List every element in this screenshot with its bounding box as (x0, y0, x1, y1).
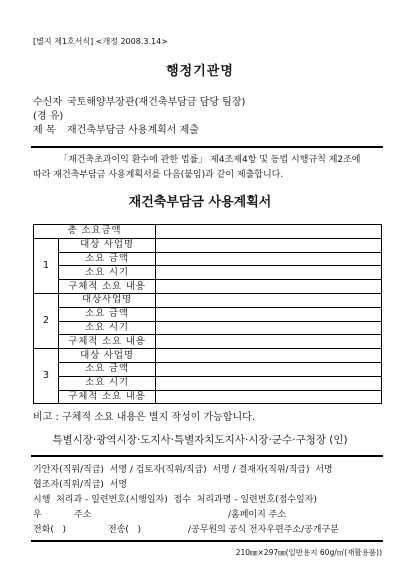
total-amount-label: 총 소요금액 (34, 225, 156, 239)
group-2-period-value (156, 321, 382, 335)
body-line-1: 「재건축초과이익 환수에 관한 법률」 제4조제4항 및 동법 시행규칙 제2조에 (59, 155, 361, 165)
group-3-period-label: 소요 시기 (59, 376, 156, 390)
table-row (34, 349, 382, 363)
form-id: [별지 제1호서식] <개정 2008.3.14> (33, 37, 168, 46)
group-3-number: 3 (34, 349, 59, 404)
group-1-amount-label: 소요 금액 (59, 252, 156, 266)
group-1-project-name-label: 대상 사업명 (59, 238, 156, 252)
divider (31, 455, 383, 457)
table-row (34, 238, 382, 252)
table-row (34, 280, 382, 294)
group-1-details-label: 구체적 소요 내용 (59, 280, 156, 294)
recipient-value: 국토해양부장관(재건축부담금 담당 팀장) (67, 97, 246, 108)
subject-label: 제 목 (33, 125, 56, 136)
group-1-project-name-value (156, 238, 382, 252)
footer-drafters: 기안자(직위/직급) 서명 / 검토자(직위/직급) 서명 / 결재자(직위/직급) 서명 (33, 465, 333, 475)
group-2-project-name-label: 대상사업명 (59, 293, 156, 307)
plan-table (33, 224, 382, 404)
table-row (34, 362, 382, 376)
group-1-amount-value (156, 252, 382, 266)
divider (31, 146, 383, 148)
footer-email: /공무원의 공식 전자우편주소/공개구분 (188, 525, 339, 535)
table-row (34, 252, 382, 266)
footer-enforcement: 시행 처리과 - 일련번호(시행일자) 접수 처리과명 - 일련번호(접수일자) (33, 495, 317, 505)
group-2-project-name-value (156, 293, 382, 307)
plan-title: 재건축부담금 사용계획서 (128, 195, 272, 210)
table-row (34, 293, 382, 307)
group-1-period-value (156, 266, 382, 280)
group-3-project-name-value (156, 349, 382, 363)
divider (31, 540, 383, 542)
table-row (34, 376, 382, 390)
group-3-amount-label: 소요 금액 (59, 362, 156, 376)
group-3-details-label: 구체적 소요 내용 (59, 390, 156, 404)
group-1-details-value (156, 280, 382, 294)
group-3-details-value (156, 390, 382, 404)
group-1-number: 1 (34, 238, 59, 293)
subject-value: 재건축부담금 사용계획서 제출 (67, 125, 199, 136)
table-row (34, 390, 382, 404)
total-row (34, 225, 382, 239)
group-3-period-value (156, 376, 382, 390)
total-amount-value (156, 225, 382, 239)
recipient-label: 수신자 (33, 97, 62, 108)
body-line-2: 따라 재건축부담금 사용계획서를 다음(붙임)과 같이 제출합니다. (33, 170, 284, 180)
group-2-details-value (156, 335, 382, 349)
via-label: (경 유) (33, 111, 64, 122)
footer-homepage: /홈페이지 주소 (228, 510, 287, 520)
group-3-project-name-label: 대상 사업명 (59, 349, 156, 363)
group-3-amount-value (156, 362, 382, 376)
table-row (34, 321, 382, 335)
footer-fax: 전송( ) (108, 525, 141, 535)
note: 비고 : 구체적 소요 내용은 별지 작성이 가능합니다. (33, 412, 255, 423)
table-row (34, 266, 382, 280)
group-2-period-label: 소요 시기 (59, 321, 156, 335)
footer-postal-code: 우 (33, 510, 42, 520)
group-2-number: 2 (34, 293, 59, 348)
footer-phone: 전화( ) (33, 525, 66, 535)
footer-cooperator: 협조자(직위/직급) 서명 (33, 480, 128, 490)
group-2-amount-value (156, 307, 382, 321)
table-row (34, 335, 382, 349)
group-2-amount-label: 소요 금액 (59, 307, 156, 321)
footer-address: 주소 (74, 510, 92, 520)
paper-size: 210㎜×297㎜(일반용지 60g/㎡(재활용품)) (235, 548, 382, 557)
table-row (34, 307, 382, 321)
group-1-period-label: 소요 시기 (59, 266, 156, 280)
group-2-details-label: 구체적 소요 내용 (59, 335, 156, 349)
agency-name: 행정기관명 (166, 64, 234, 79)
issuer-signature-line: 특별시장·광역시장·도지사·특별자치도지사·시장·군수·구청장 (인) (52, 434, 348, 446)
